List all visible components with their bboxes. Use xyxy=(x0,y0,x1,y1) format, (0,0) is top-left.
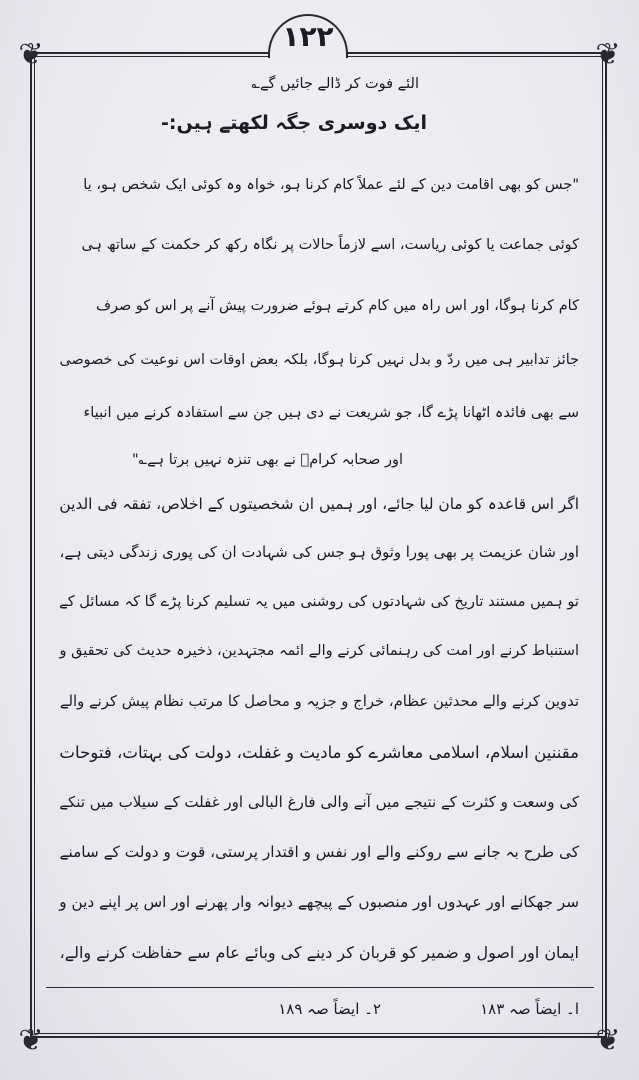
body-line: اور شان عزیمت پر بھی پورا وثوق ہو جس کی شہادت ان کی پوری زندگی دیتی ہے، xyxy=(59,543,579,561)
body-line: اگر اس قاعدہ کو مان لیا جائے، اور ہمیں ان شخصیتوں کے اخلاص، تفقہ فی الدین xyxy=(59,495,579,513)
intro-line: الئے فوت کر ڈالے جائیں گے؎ xyxy=(251,76,419,92)
body-line: تدوین کرنے والے محدثین عظام، خراج و جزیہ و محاصل کا مرتب نظام پیش کرنے والے xyxy=(59,693,579,710)
footnote-2: ۲۔ ایضاً صہ ۱۸۹ xyxy=(278,1000,381,1018)
quote-line: اور صحابہ کرامؓ نے بھی تنزہ نہیں برتا ہے؎" xyxy=(132,452,403,468)
body-line: ایمان اور اصول و ضمیر کو قربان کر دینے کی وبائے عام سے حفاظت کرنے والے، xyxy=(59,943,579,962)
section-heading: ایک دوسری جگہ لکھتے ہیں:- xyxy=(161,112,427,134)
body-line: سر جھکانے اور عہدوں اور منصبوں کے پیچھے دیوانہ وار پھرنے اور اس پر اپنے دین و xyxy=(59,893,579,911)
footnote-divider xyxy=(46,987,594,988)
page-number: ١٢٢ xyxy=(282,20,334,53)
quote-line: سے بھی فائدہ اٹھانا پڑے گا، جو شریعت نے دی ہیں جن سے استفادہ کرنے میں انبیاء xyxy=(83,405,579,421)
body-line: مقننین اسلام، اسلامی معاشرے کو مادیت و غفلت، دولت کی بہتات، فتوحات xyxy=(59,743,579,762)
corner-ornament-icon: ❦ xyxy=(18,1023,44,1058)
corner-ornament-icon: ❦ xyxy=(18,37,44,72)
quote-line: جائز تدابیر ہی میں ردّ و بدل نہیں کرنا ہوگا، بلکہ بعض اوقات اس نوعیت کی خصوصی xyxy=(59,352,579,368)
quote-line: "جس کو بھی اقامت دین کے لئے عملاً کام کرنا ہو، خواہ وہ کوئی ایک شخص ہو، یا xyxy=(83,177,579,193)
corner-ornament-icon: ❦ xyxy=(595,37,621,72)
body-line: کی طرح بہ جانے سے روکنے والے اور نفس و اقتدار پرستی، قوت و دولت کے سامنے xyxy=(59,843,579,861)
quote-line: کوئی جماعت یا کوئی ریاست، اسے لازماً حالات پر نگاہ رکھ کر حکمت کے ساتھ ہی xyxy=(81,237,579,253)
corner-ornament-icon: ❦ xyxy=(595,1023,621,1058)
body-line: کی وسعت و کثرت کے نتیجے میں آنے والی فارغ البالی اور غفلت کے سیلاب میں تنکے xyxy=(59,793,579,811)
body-line: استنباط کرنے اور امت کی رہنمائی کرنے والے ائمہ مجتہدین، ذخیرہ حدیث کی تحقیق و xyxy=(59,643,579,659)
quote-line: کام کرنا ہوگا، اور اس راہ میں کام کرتے ہوئے ضرورت پیش آنے پر اس کو صرف xyxy=(95,298,579,314)
footnote-1: ا۔ ایضاً صہ ۱۸۳ xyxy=(480,1000,579,1018)
body-line: تو ہمیں مستند تاریخ کی شہادتوں کی روشنی میں یہ تسلیم کرنا پڑے گا کہ مسائل کے xyxy=(59,593,579,610)
